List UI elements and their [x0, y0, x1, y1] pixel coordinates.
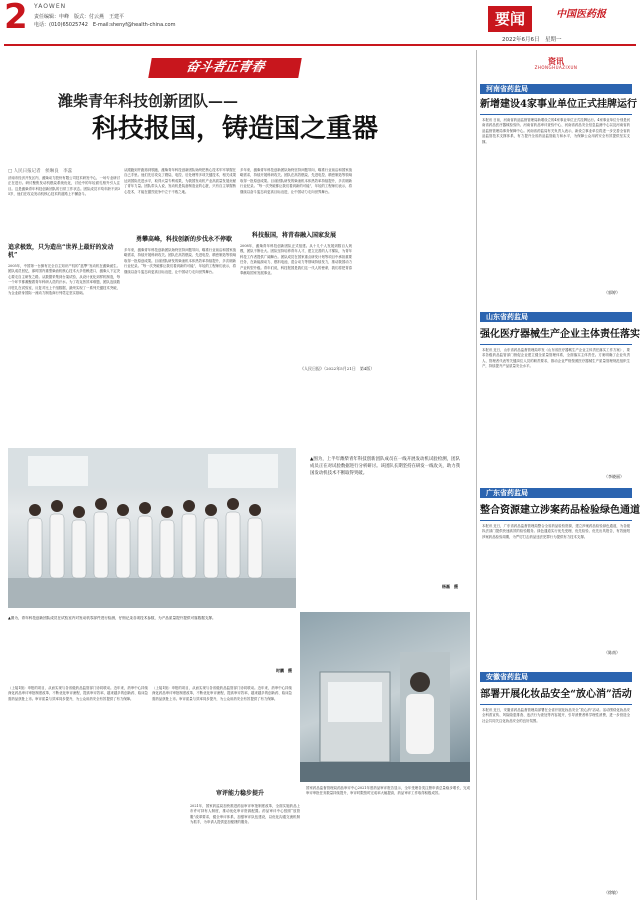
article-paragraph: 多年来，潍柴青年科技创新团队始终坚持问题导向，瞄准行业前沿和国家战略需求，持续开展科研攻关。团队在高效燃烧、先进电控、精密制造等领域取得一批原创成果。目前团队研发的柴油机本体热效率持续提升，多次刷新行业纪录。“每一次突破都让我们看到新的可能”，年轻的工程师们表示，将继续以奋斗姿态向更高目标迈进，让中国动力走向世界舞台。 — [240, 168, 352, 194]
news-body: 本报讯 近日，山东省药品监督管理局印发《山东省医疗器械生产企业主体责任落实工作方案》，要求各级药品监管部门督促企业建立健全质量管理体系，全面落实主体责任。方案明确了企业负责人、管理者代表等关键岗位人员的职责要求，推动企业严格按照医疗器械生产质量管理规范组织生产，持续提升产品质量安全水平。 — [482, 348, 630, 369]
news-headline: 新增建设4家事业单位正式挂牌运行 — [480, 99, 637, 110]
page-number: 2 — [4, 0, 28, 37]
article-source: 《人民日报》（2022年5月21日 第4版） — [300, 366, 375, 371]
news-credit: （郭婷） — [604, 290, 620, 295]
section-heading-1: 追求极致，只为造出“世界上最好的发动机” — [8, 244, 114, 259]
contact-line: 电话：(010)65025742 E-mail:shenyf@health-china.com — [34, 22, 176, 28]
lower-left-text: （上接1版）申报的项目，从而实现与各省级药品监管部门协同联动。近年来，药审中心持续深化药品审评审批制度改革，不断优化审评流程，提高审评效率，越来越多的创新药、临床急需药品获批上市。审评质量与效率同步提升，为公众用药安全有效提供了有力保障。 — [8, 686, 148, 701]
lower-right-text: 国家药品监督管理局药品审评中心2021年度药品审评报告显示，全年受理各类注册申请总量稳步增长，完成审评审批任务数量持续提升，审评时限按时完成率大幅提高，药品审评工作取得积极成效。 — [306, 786, 470, 796]
photo2-caption-box — [8, 612, 296, 678]
article-lead: 济南市经济开发区内，潍柴动力股份有限公司技术研发中心，一场专业研讨正在进行。研讨聚焦发动机燃烧系统优化，讨论中的年轻面孔格外引人注目。这是潍柴青年科技创新团队的日常工作状态。团队成员平均年龄不到35岁，他们在攻克发动机核心技术的道路上不懈奋斗。 — [8, 176, 120, 197]
article-paragraph: 从跟跑到并跑再到领跑，潍柴青年科技创新团队始终把核心技术牢牢掌握在自己手里。他们先后攻克了燃烧、电控、后处理等多项关键技术，相关成果达到国际先进水平，取得大量专利成果，为我国发动机产业高质量发展贡献了青年力量。团队带头人说，发动机是装备制造业的心脏，只有自主掌握核心技术，才能在激烈竞争中立于不败之地。 — [124, 168, 236, 194]
region-label: 山东省药监局 — [480, 312, 632, 322]
region-label: 广东省药监局 — [480, 488, 632, 498]
lab-worker-photo — [300, 612, 470, 782]
article-subtitle: 潍柴青年科技创新团队—— — [58, 92, 239, 110]
news-credit: （李晓丽） — [604, 474, 624, 479]
column-banner: 奋斗者正青春 — [148, 58, 302, 78]
section-heading-3: 科技报国，将青春融入国家发展 — [252, 232, 337, 239]
article-byline: □ 人民日报记者 侯琳良 李蕊 — [8, 169, 73, 174]
news-headline: 部署开展化妆品安全“放心消”活动 — [480, 689, 632, 700]
sidebar-divider — [476, 50, 477, 900]
team-group-photo — [8, 448, 296, 608]
region-label: 安徽省药监局 — [480, 672, 632, 682]
headline-rule — [480, 520, 632, 521]
news-credit: （徐敏） — [604, 890, 620, 895]
article-paragraph: 多年来，潍柴青年科技创新团队始终坚持问题导向，瞄准行业前沿和国家战略需求，持续开展科研攻关。团队在高效燃烧、先进电控、精密制造等领域取得一批原创成果。目前团队研发的柴油机本体热效率持续提升，多次刷新行业纪录。“每一次突破都让我们看到新的可能”，年轻的工程师们表示，将继续以奋斗姿态向更高目标迈进，让中国动力走向世界舞台。 — [124, 248, 236, 274]
sidebar-title: 资讯 — [548, 57, 564, 66]
lower-mid-text: 2021年，国家药监局加快推进药品审评审批制度改革，全面实施药品上市许可持有人制度，推动优化审评资源配置。药品审评中心按照“放管服”改革要求，健全审评体系，加强审评队伍建设，以优化沟通交流机制为抓手，为申请人提供更加便捷的服务。 — [190, 804, 300, 825]
sidebar-title-en: ZHONGHUAZIXUN — [534, 65, 578, 70]
news-body: 本报讯 日前，河南省药品监督管理局新增设立的4家事业单位正式挂牌运行。4家事业单位分别是河南省药品医疗器械检验所、河南省药品审评查验中心、河南省药品安全信息监测中心以及河南省药品监督管理局事务保障中心。河南省药监局有关负责人表示，新设立事业单位将进一步完善全省药品监管技术支撑体系，有力提升全省药品监管能力和水平，为保障公众用药安全有效提供坚实支撑。 — [482, 118, 630, 144]
editor-line: 责任编辑：申峰 版式：付云燕 王建平 — [34, 14, 125, 20]
header-rule — [4, 44, 636, 46]
lab-photo-illustration — [300, 612, 470, 782]
article-paragraph: 2008年，潍柴青年科技创新团队正式组建。从十几个人发展到数百人规模，团队不断壮大。团队坚持培养青年人才，建立完善的人才梯队，为青年科技工作者提供广阔舞台。团队成员在国家重点研发计划等项目中承担重要任务，在新能源动力、燃料电池、混合动力等领域持续发力，推动我国动力产业转型升级。青年们说，科技报国是我们这一代人的使命，我们将把青春奉献给国家发展事业。 — [240, 244, 352, 276]
news-body: 本报讯 近日，安徽省药品监督管理局部署在全省开展化妆品安全“放心消”活动。活动围绕化妆品安全科普宣传、风险隐患排查、违法行为查处等内容展开，引导消费者科学理性消费，进一步营造全社会共同关注化妆品安全的良好氛围。 — [482, 708, 630, 723]
photo2-credit: 时鹏 摄 — [276, 668, 292, 673]
photo-caption-box — [300, 448, 468, 608]
headline-rule — [480, 114, 632, 115]
section-badge: 要闻 — [488, 6, 532, 32]
issue-date: 2022年6月6日 星期一 — [502, 37, 562, 43]
photo-caption: ▲图为，上半年潍柴青年科技创新团队成员在一线开展发动机试验检测，团队成员正在对试验数据进行分析研讨。该团队长期坚持在研发一线攻关，助力我国发动机技术不断取得突破。 — [310, 457, 460, 476]
photo-credit: 杨磊 摄 — [442, 584, 458, 589]
news-credit: （陈南） — [604, 650, 620, 655]
newspaper-logo: 中国医药报 — [556, 9, 606, 20]
lower-left-text-2: （上接1版）申报的项目，从而实现与各省级药品监管部门协同联动。近年来，药审中心持续深化药品审评审批制度改革，不断优化审评流程，提高审评效率，越来越多的创新药、临床急需药品获批上市。审评质量与效率同步提升，为公众用药安全有效提供了有力保障。 — [152, 686, 292, 701]
headline-rule — [480, 704, 632, 705]
photo2-caption: ▲图为，青年科技创新团队成员在试验室内对发动机零部件进行检测，仔细记录各项技术参数，为产品质量提升提供可靠数据支撑。 — [8, 616, 216, 620]
team-photo-illustration — [8, 448, 296, 608]
news-body: 本报讯 近日，广东省药品监督管理局整合全省药品检验资源，建立涉案药品检验绿色通道，为各级执法部门提供快速高效的检验服务。绿色通道实行优先受理、优先检验、优先出具报告，有效缩短涉案药品检验周期，为严厉打击药品违法犯罪行为提供有力技术支撑。 — [482, 524, 630, 539]
section-heading-2: 勇攀高峰，科技创新的步伐永不停歇 — [136, 236, 233, 243]
section-en-label: YAOWEN — [34, 3, 67, 10]
article-paragraph: 2005年，中国第一台拥有完全自主知识产权的“蓝擎”发动机在潍柴诞生。团队成员回忆，那时国内重型柴油机核心技术大多依赖进口，潍柴人下定决心要走自主研发之路。从数据采集到台架试验，从设计优化到样机制造，每一个环节都凝聚着青年科研人员的汗水。为了攻克热效率难题，团队连续数月驻扎在试验室，反复对比上千组数据，最终实现了一系列关键技术突破，为企业跻身国际一流动力制造商行列奠定坚实基础。 — [8, 264, 120, 296]
region-label: 河南省药监局 — [480, 84, 632, 94]
lower-section-heading: 审评能力稳步提升 — [215, 790, 264, 797]
article-title: 科技报国，铸造国之重器 — [92, 114, 379, 144]
editor-info — [34, 13, 175, 29]
news-headline: 强化医疗器械生产企业主体责任落实 — [480, 329, 640, 340]
headline-rule — [480, 344, 632, 345]
news-headline: 整合资源建立涉案药品检验绿色通道 — [480, 505, 640, 516]
